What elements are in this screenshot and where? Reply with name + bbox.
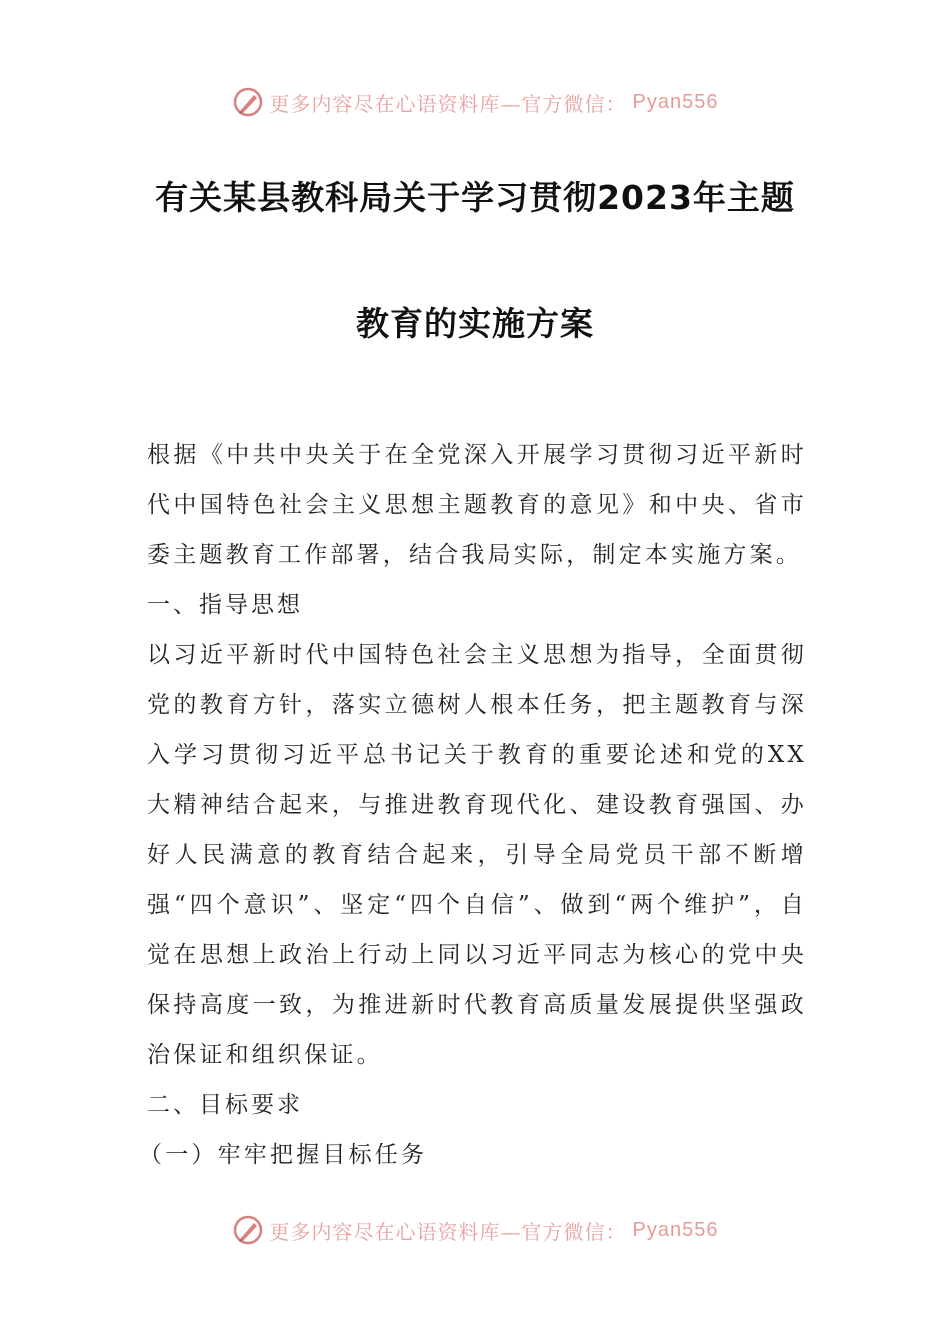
guiding-thought-paragraph: 以习近平新时代中国特色社会主义思想为指导，全面贯彻党的教育方针，落实立德树人根本任务，把主题教育与深入学习贯彻习近平总书记关于教育的重要论述和党的XX大精神结合起来，与推进教育现代化、建设教育强国、办好人民满意的教育结合起来，引导全局党员干部不断增强“四个意识”、坚定“四个自信”、做到“两个维护”，自觉在思想上政治上行动上同以习近平同志为核心的党中央保持高度一致，为推进新时代教育高质量发展提供坚强政治保证和组织保证。 (147, 642, 807, 1068)
section-heading-guiding-thought: 一、指导思想 (147, 592, 303, 618)
watermark-text: 更多内容尽在心语资料库—官方微信： (269, 91, 627, 116)
watermark-id: Pyan556 (632, 1218, 719, 1241)
pen-logo-icon (232, 1214, 264, 1246)
watermark-id: Pyan556 (632, 90, 719, 113)
document-title-line2: 教育的实施方案 (356, 304, 594, 343)
intro-paragraph: 根据《中共中央关于在全党深入开展学习贯彻习近平新时代中国特色社会主义思想主题教育的意见》和中央、省市委主题教育工作部署，结合我局实际，制定本实施方案。 (147, 442, 807, 568)
watermark-header (0, 82, 950, 122)
pen-logo-icon (232, 86, 264, 118)
watermark-footer (0, 1210, 950, 1250)
document-title-line1: 有关某县教科局关于学习贯彻2023年主题 (155, 178, 795, 217)
document-body (139, 430, 807, 1180)
section-heading-goals: 二、目标要求 (147, 1092, 303, 1118)
watermark-text: 更多内容尽在心语资料库—官方微信： (269, 1219, 627, 1244)
subsection-heading-targets: （一）牢牢把握目标任务 (139, 1142, 428, 1168)
